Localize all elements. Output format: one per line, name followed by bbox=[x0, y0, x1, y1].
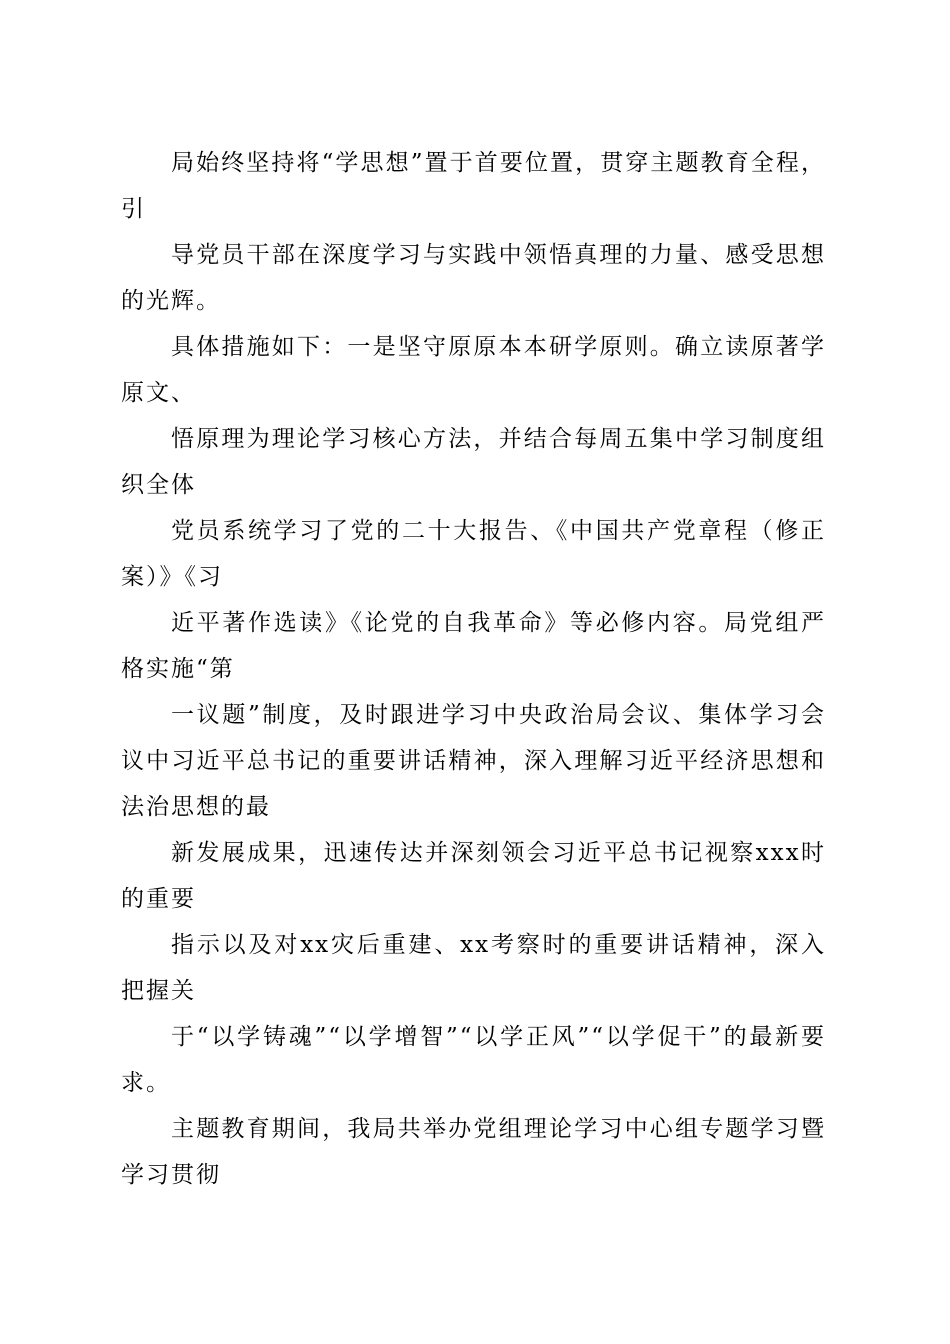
document-body bbox=[121, 140, 826, 1198]
paragraph-8: 新发展成果，迅速传达并深刻领会习近平总书记视察xxx时的重要 bbox=[121, 840, 826, 912]
paragraph-3: 具体措施如下：一是坚守原原本本研学原则。确立读原著学原文、 bbox=[121, 334, 826, 406]
paragraph-10: 于“以学铸魂”“以学增智”“以学正风”“以学促干”的最新要求。 bbox=[121, 1024, 826, 1096]
paragraph-6: 近平著作选读》《论党的自我革命》等必修内容。局党组严格实施“第 bbox=[121, 610, 826, 682]
paragraph-11: 主题教育期间，我局共举办党组理论学习中心组专题学习暨学习贯彻 bbox=[121, 1116, 826, 1188]
paragraph-5: 党员系统学习了党的二十大报告、《中国共产党章程（修正案）》《习 bbox=[121, 518, 826, 590]
paragraph-9: 指示以及对xx灾后重建、xx考察时的重要讲话精神，深入把握关 bbox=[121, 932, 826, 1004]
paragraph-7: 一议题”制度，及时跟进学习中央政治局会议、集体学习会议中习近平总书记的重要讲话精神，深入理解习近平经济思想和法治思想的最 bbox=[121, 702, 826, 820]
paragraph-2: 导党员干部在深度学习与实践中领悟真理的力量、感受思想的光辉。 bbox=[121, 242, 826, 314]
paragraph-4: 悟原理为理论学习核心方法，并结合每周五集中学习制度组织全体 bbox=[121, 426, 826, 498]
paragraph-1: 局始终坚持将“学思想”置于首要位置，贯穿主题教育全程，引 bbox=[121, 150, 826, 222]
